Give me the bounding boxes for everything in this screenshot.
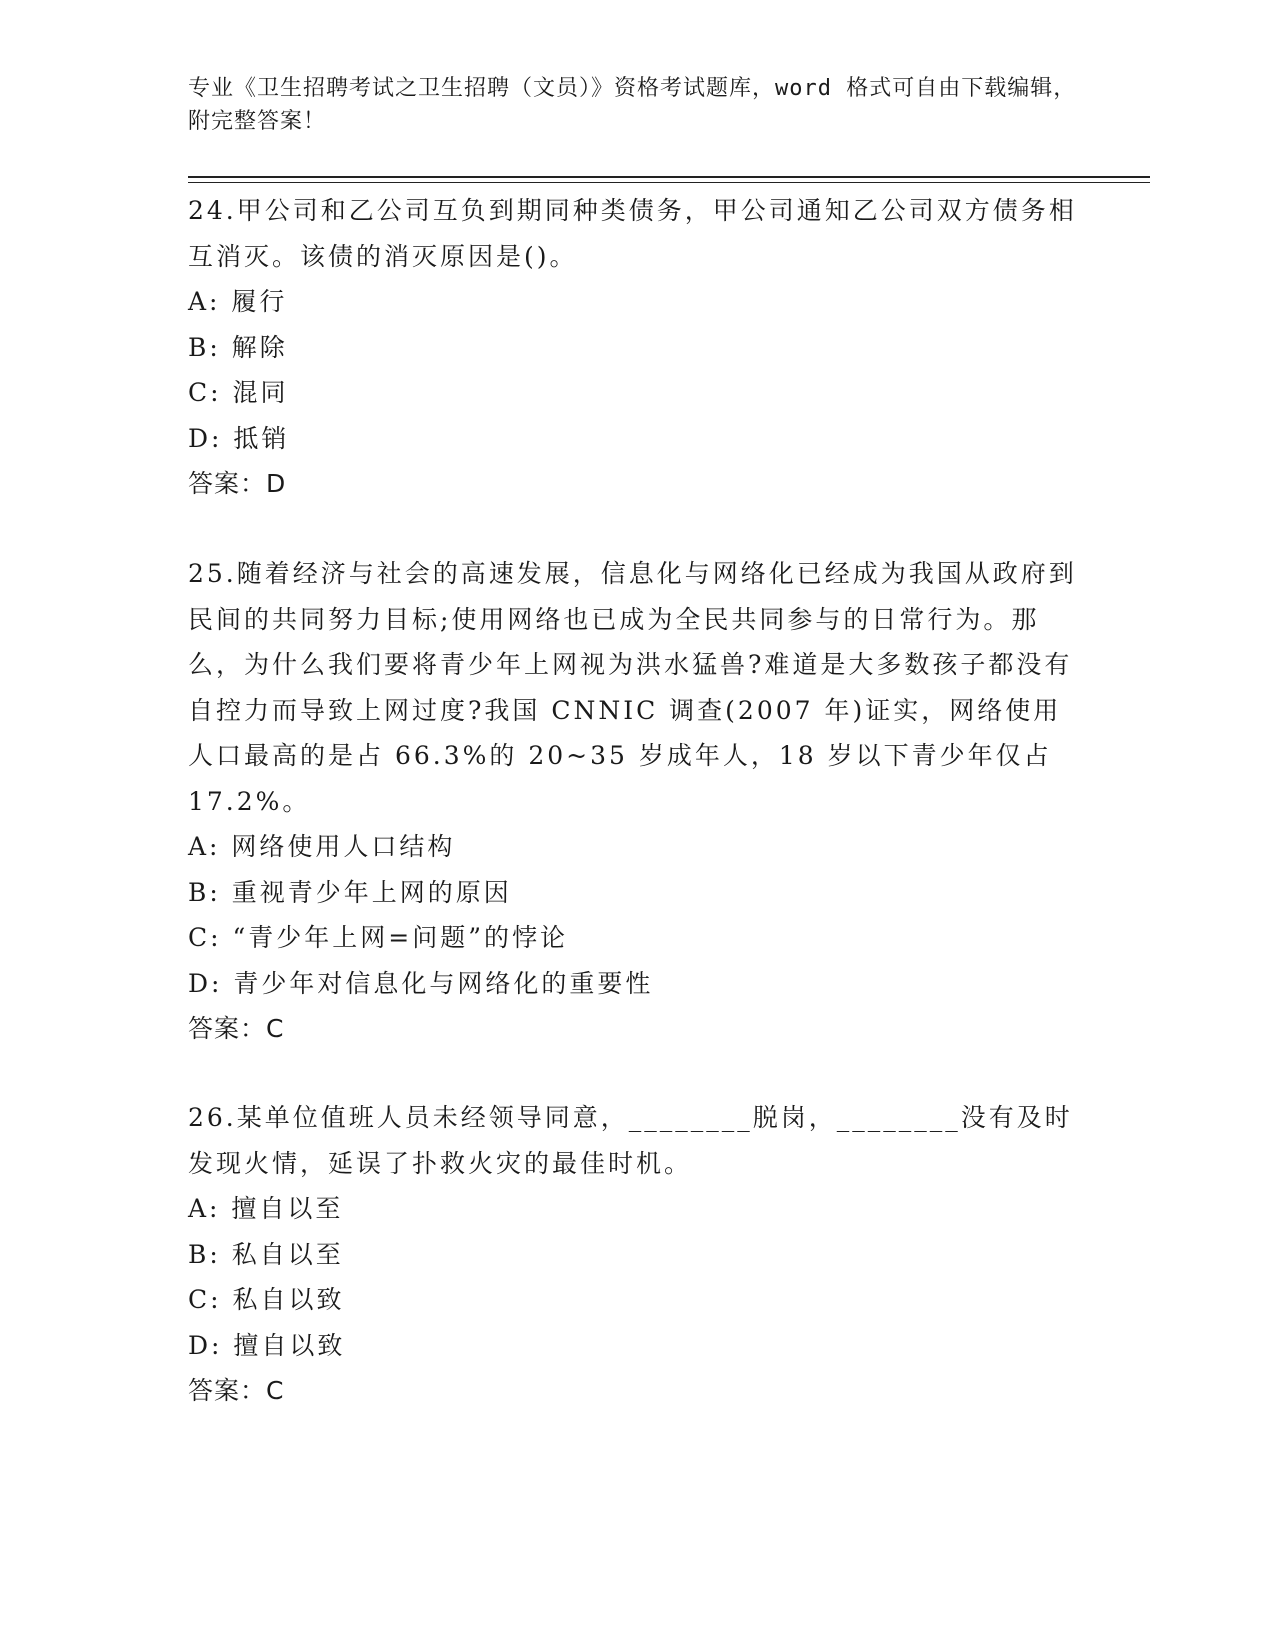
question-stem: 24.甲公司和乙公司互负到期同种类债务，甲公司通知乙公司双方债务相互消灭。该债的消灭原因是()。 [188,196,1077,271]
header-divider-thick [188,176,1150,178]
option-a: A: 履行 [188,287,288,316]
option-a: A: 擅自以至 [188,1194,344,1223]
question-25 [188,551,1088,1052]
option-d: D: 擅自以致 [188,1330,346,1360]
answer-line: 答案：D [188,469,287,498]
option-b: B: 解除 [188,332,288,362]
header-divider-thin [188,182,1150,183]
document-header: 专业《卫生招聘考试之卫生招聘（文员）》资格考试题库，word 格式可自由下载编辑，附完整答案！ [188,76,1077,134]
option-d: D: 青少年对信息化与网络化的重要性 [188,968,654,998]
option-a: A: 网络使用人口结构 [188,832,456,861]
question-stem: 25.随着经济与社会的高速发展，信息化与网络化已经成为我国从政府到民间的共同努力目标;使用网络也已成为全民共同参与的日常行为。那么，为什么我们要将青少年上网视为洪水猛兽?难道是大多数孩子都没有自控力而导致上网过度?我国 CNNIC 调查(2007 年)证实，网络使用人口最高的是占 66.3%的 20~35 岁成年人，18 岁以下青少年仅占 17.2%。 [188,559,1077,816]
answer-line: 答案：C [188,1014,285,1043]
option-b: B: 私自以至 [188,1239,344,1269]
question-24 [188,188,1088,507]
question-stem: 26.某单位值班人员未经领导同意，________脱岗，________没有及时发现火情，延误了扑救火灾的最佳时机。 [188,1103,1073,1178]
question-26 [188,1095,1088,1414]
option-c: C: 混同 [188,378,289,407]
option-b: B: 重视青少年上网的原因 [188,877,512,907]
answer-line: 答案：C [188,1376,285,1405]
option-c: C: “青少年上网=问题”的悖论 [188,923,569,952]
option-c: C: 私自以致 [188,1285,345,1314]
option-d: D: 抵销 [188,423,290,453]
